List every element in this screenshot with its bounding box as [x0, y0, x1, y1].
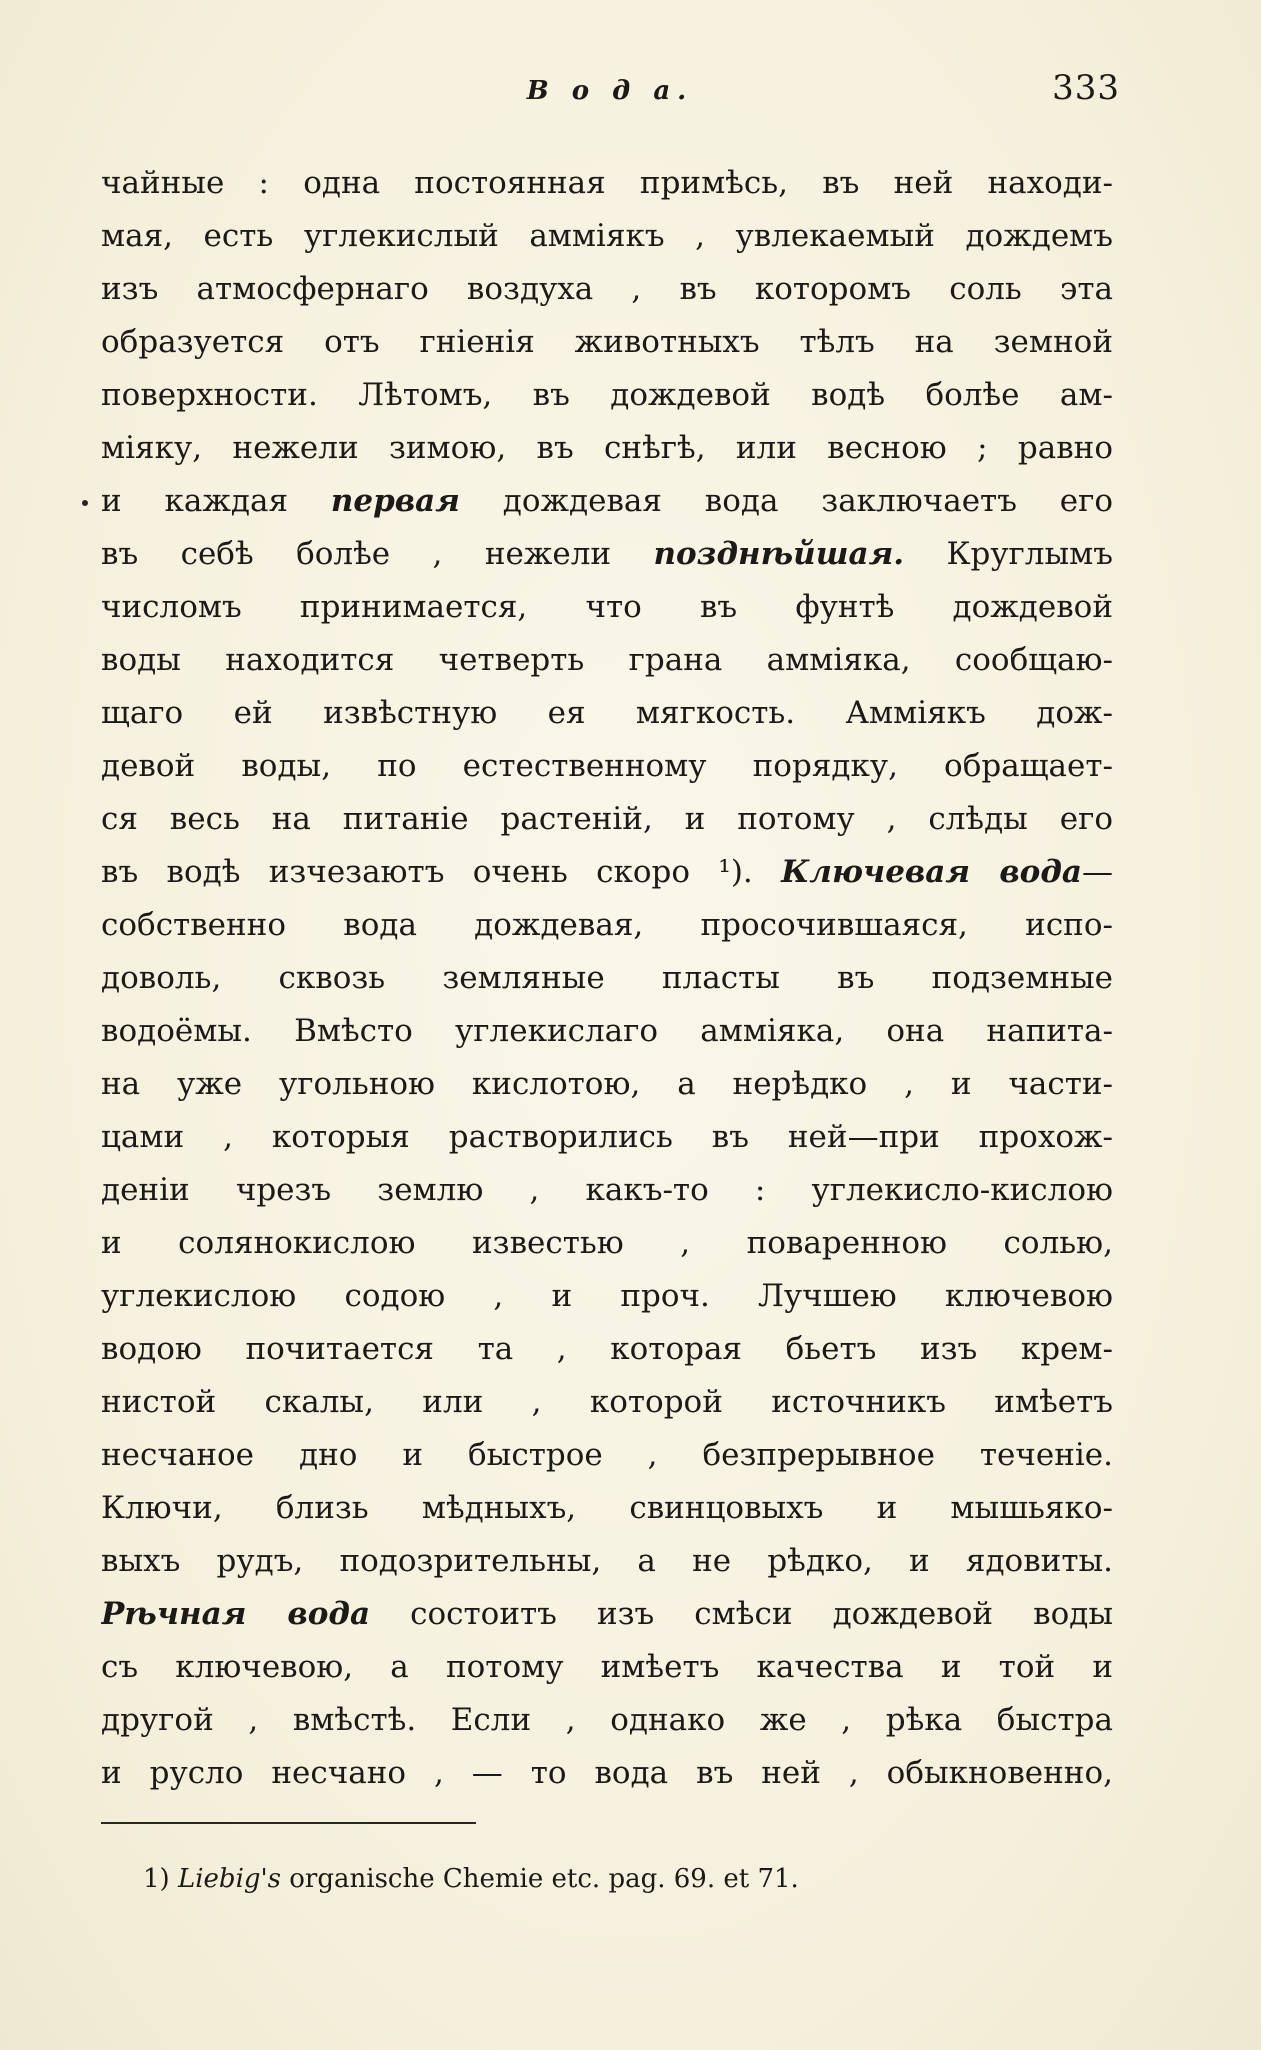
text-segment: чайные : одна постоянная примѣсь, въ ней находи-	[101, 165, 1113, 201]
text-line	[101, 475, 1113, 528]
text-segment: углекислою содою , и проч. Лучшею ключевою	[101, 1278, 1113, 1314]
text-segment: съ ключевою, а потому имѣетъ качества и той и	[101, 1649, 1113, 1685]
body-text	[101, 157, 1113, 1800]
text-segment: міяку, нежели зимою, въ снѣгѣ, или весною ; равно	[101, 430, 1113, 466]
footnote-source: Liebig's	[177, 1864, 282, 1894]
text-line	[101, 1535, 1113, 1588]
text-line	[101, 793, 1113, 846]
text-segment: несчаное дно и быстрое , безпрерывное теченіе.	[101, 1437, 1113, 1473]
text-line	[101, 1482, 1113, 1535]
text-line	[101, 263, 1113, 316]
text-segment: нистой скалы, или , которой источникъ имѣетъ	[101, 1384, 1113, 1420]
emphasized-term: Рѣчная вода	[101, 1596, 371, 1632]
text-line	[101, 1429, 1113, 1482]
text-segment: деніи чрезъ землю , какъ-то : углекисло-кислою	[101, 1172, 1113, 1208]
text-segment: доволь, сквозь земляные пласты въ подземные	[101, 960, 1113, 996]
text-segment: дождевая вода заключаетъ его	[459, 483, 1113, 519]
ink-spot	[82, 500, 88, 506]
text-line	[101, 740, 1113, 793]
text-segment: мая, есть углекислый амміякъ , увлекаемый дождемъ	[101, 218, 1113, 254]
text-line	[101, 1217, 1113, 1270]
emphasized-term: Ключевая вода	[781, 854, 1083, 890]
text-line	[101, 1058, 1113, 1111]
text-line	[101, 846, 1113, 899]
text-line	[101, 1270, 1113, 1323]
text-line	[101, 687, 1113, 740]
text-segment: собственно вода дождевая, просочившаяся, испо-	[101, 907, 1113, 943]
footnote	[143, 1864, 799, 1894]
text-segment: девой воды, по естественному порядку, обращает-	[101, 748, 1113, 784]
text-line	[101, 634, 1113, 687]
text-line	[101, 1111, 1113, 1164]
text-line	[101, 1164, 1113, 1217]
text-segment: на уже угольною кислотою, а нерѣдко , и части-	[101, 1066, 1113, 1102]
text-segment: воды находится четверть грана амміяка, сообщаю-	[101, 642, 1113, 678]
text-segment: водоёмы. Вмѣсто углекислаго амміяка, она напита-	[101, 1013, 1113, 1049]
emphasized-term: первая	[330, 483, 460, 519]
text-segment: и солянокислою известью , поваренною солью,	[101, 1225, 1113, 1261]
text-line	[101, 1323, 1113, 1376]
text-segment: Круглымъ	[904, 536, 1113, 572]
text-segment: другой , вмѣстѣ. Если , однако же , рѣка быстра	[101, 1702, 1113, 1738]
text-line	[101, 952, 1113, 1005]
running-title: В о д а.	[526, 76, 694, 106]
text-segment: поверхности. Лѣтомъ, въ дождевой водѣ болѣе ам-	[101, 377, 1113, 413]
text-line	[101, 1694, 1113, 1747]
text-line	[101, 899, 1113, 952]
text-line	[101, 1376, 1113, 1429]
text-segment: —	[1082, 854, 1113, 890]
text-segment: щаго ей извѣстную ея мягкость. Амміякъ дож-	[101, 695, 1113, 731]
text-segment: состоитъ изъ смѣси дождевой воды	[370, 1596, 1113, 1632]
text-segment: въ себѣ болѣе , нежели	[101, 536, 654, 572]
text-segment: выхъ рудъ, подозрительны, а не рѣдко, и ядовиты.	[101, 1543, 1113, 1579]
footnote-text: organische Chemie etc. pag. 69. et 71.	[281, 1864, 799, 1894]
text-segment: образуется отъ гніенія животныхъ тѣлъ на земной	[101, 324, 1113, 360]
text-segment: изъ атмосфернаго воздуха , въ которомъ соль эта	[101, 271, 1113, 307]
text-segment: числомъ принимается, что въ фунтѣ дождевой	[101, 589, 1113, 625]
text-line	[101, 1005, 1113, 1058]
text-line	[101, 1747, 1113, 1800]
footnote-marker: 1)	[143, 1864, 170, 1894]
text-line	[101, 422, 1113, 475]
text-line	[101, 210, 1113, 263]
text-line	[101, 528, 1113, 581]
text-line	[101, 1588, 1113, 1641]
text-line	[101, 369, 1113, 422]
page-number: 333	[1052, 68, 1120, 108]
text-line	[101, 316, 1113, 369]
emphasized-term: позднѣйшая.	[653, 536, 905, 572]
text-segment: цами , которыя растворились въ ней—при прохож-	[101, 1119, 1113, 1155]
footnote-separator	[101, 1822, 476, 1824]
text-segment: и каждая	[101, 483, 331, 519]
running-head	[100, 68, 1120, 116]
text-segment: ся весь на питаніе растеній, и потому , слѣды его	[101, 801, 1113, 837]
text-line	[101, 1641, 1113, 1694]
text-segment: Ключи, близь мѣдныхъ, свинцовыхъ и мышьяко-	[101, 1490, 1113, 1526]
text-line	[101, 157, 1113, 210]
text-segment: водою почитается та , которая бьетъ изъ крем-	[101, 1331, 1113, 1367]
text-segment: и русло несчано , — то вода въ ней , обыкновенно,	[101, 1755, 1113, 1791]
text-line	[101, 581, 1113, 634]
text-segment: въ водѣ изчезаютъ очень скоро ¹).	[101, 854, 782, 890]
